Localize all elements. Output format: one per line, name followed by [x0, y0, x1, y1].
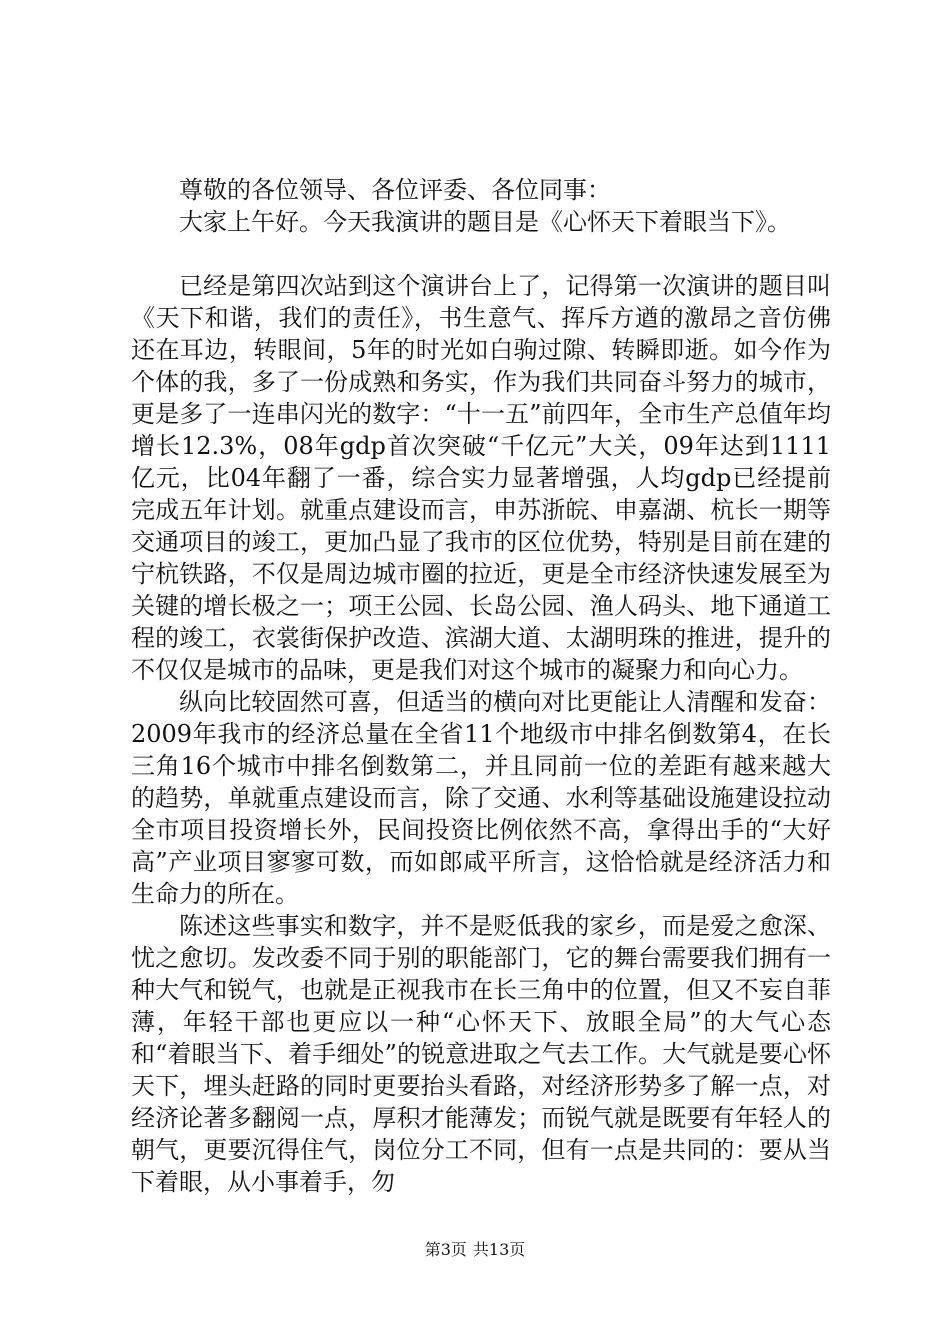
- page-total: 共13页: [472, 1240, 526, 1259]
- paragraph-comparison: 纵向比较固然可喜，但适当的横向对比更能让人清醒和发奋：2009年我市的经济总量在全省11个地级市中排名倒数第4，在长三角16个城市中排名倒数第二，并且同前一位的差距有越来越大的趋势，单就重点建设而言，除了交通、水利等基础设施建设拉动全市项目投资增长外，民间投资比例依然不高，拿得出手的“大好高”产业项目寥寥可数，而如郎咸平所言，这恰恰就是经济活力和生命力的所在。: [131, 688, 831, 908]
- opening-line: 大家上午好。今天我演讲的题目是《心怀天下着眼当下》。: [179, 208, 791, 236]
- paragraph-achievements: 已经是第四次站到这个演讲台上了，记得第一次演讲的题目叫《天下和谐，我们的责任》，书生意气、挥斥方遒的激昂之音仿佛还在耳边，转眼间，5年的时光如白驹过隙、转瞬即逝。如今作为个体的我，多了一份成熟和务实，作为我们共同奋斗努力的城市，更是多了一连串闪光的数字：“十一五”前四年，全市生产总值年均增长12.3%，08年gdp首次突破“千亿元”大关，09年达到1111亿元，比04年翻了一番，综合实力显著增强，人均gdp已经提前完成五年计划。就重点建设而言，申苏浙皖、申嘉湖、杭长一期等交通项目的竣工，更加凸显了我市的区位优势，特别是目前在建的宁杭铁路，不仅是周边城市圈的拉近，更是全市经济快速发展至为关键的增长极之一；项王公园、长岛公园、渔人码头、地下通道工程的竣工，衣裳街保护改造、滨湖大道、太湖明珠的推进，提升的不仅仅是城市的品味，更是我们对这个城市的凝聚力和向心力。: [131, 272, 831, 684]
- paragraph-reflection: 陈述这些事实和数字，并不是贬低我的家乡，而是爱之愈深、忧之愈切。发改委不同于别的职能部门，它的舞台需要我们拥有一种大气和锐气，也就是正视我市在长三角中的位置，但又不妄自菲薄，年轻干部也更应以一种“心怀天下、放眼全局”的大气心态和“着眼当下、着手细处”的锐意进取之气去工作。大气就是要心怀天下，埋头赶路的同时更要抬头看路，对经济形势多了解一点，对经济论著多翻阅一点，厚积才能薄发；而锐气就是既要有年轻人的朝气，更要沉得住气，岗位分工不同，但有一点是共同的：要从当下着眼，从小事着手，勿: [131, 912, 831, 1196]
- page-footer: [0, 1240, 950, 1260]
- salutation: 尊敬的各位领导、各位评委、各位同事：: [179, 176, 611, 204]
- document-body: [131, 174, 831, 1198]
- page-number: 第3页: [424, 1240, 467, 1259]
